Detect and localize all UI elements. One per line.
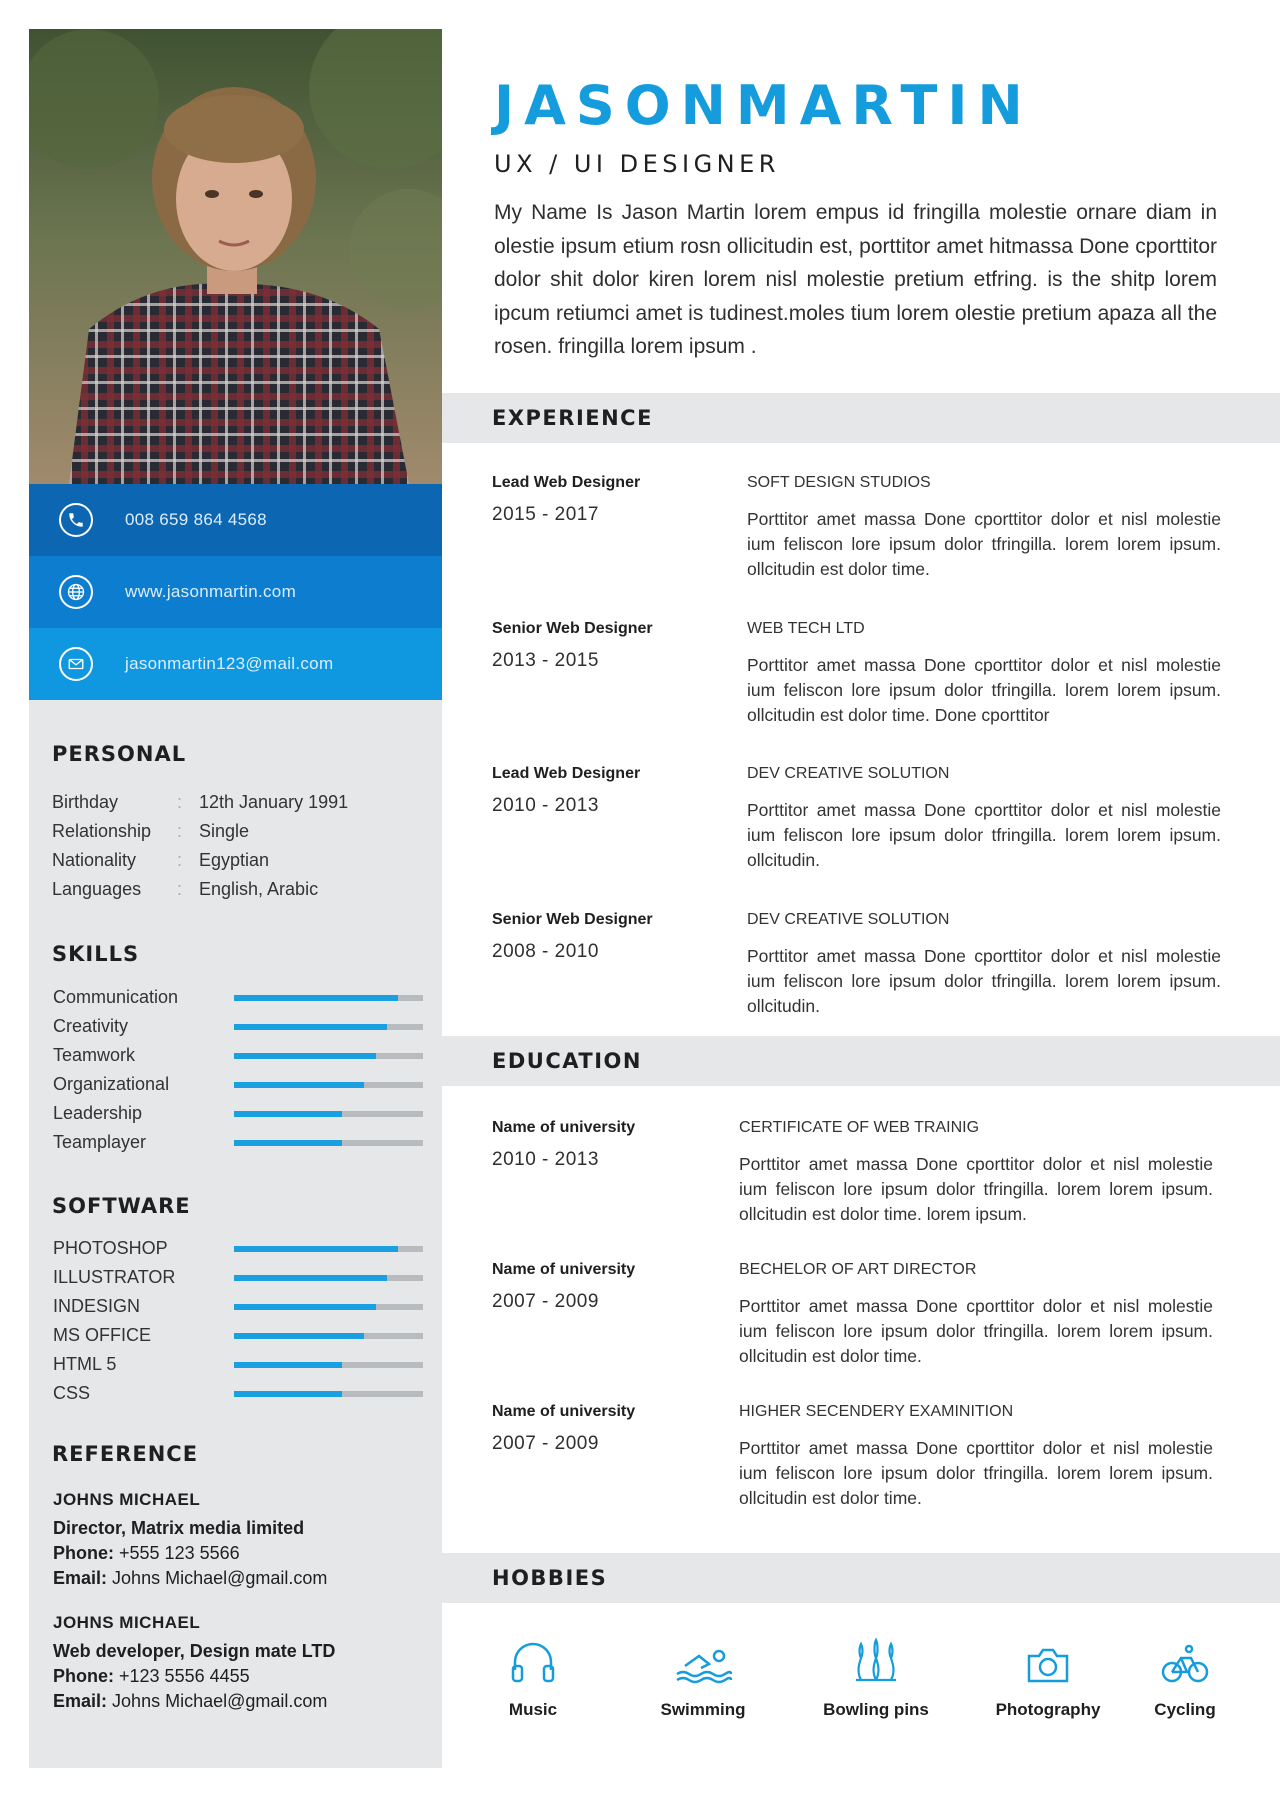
- school-name: Name of university: [492, 1119, 636, 1136]
- reference-email-line: [53, 1566, 433, 1591]
- job-title: Lead Web Designer: [492, 474, 641, 491]
- skill-row: [53, 1099, 423, 1128]
- study-years: 2007 - 2009: [492, 1291, 599, 1312]
- skills-list: [53, 983, 423, 1157]
- job-years: 2008 - 2010: [492, 941, 599, 962]
- skill-bar-fill: [234, 1140, 342, 1146]
- personal-label: Languages: [52, 879, 142, 899]
- skill-label: Communication: [53, 987, 179, 1007]
- skill-bar-track: [234, 1140, 423, 1146]
- camera-icon: [973, 1632, 1123, 1684]
- hobby-label: Swimming: [660, 1700, 746, 1719]
- experience-heading: EXPERIENCE: [492, 406, 653, 430]
- skill-bar-fill: [234, 1082, 364, 1088]
- software-bar-fill: [234, 1304, 376, 1310]
- contact-phone-row[interactable]: [29, 484, 442, 556]
- profile-photo: [29, 29, 442, 484]
- skill-label: Leadership: [53, 1103, 143, 1123]
- reference-phone: +123 5556 4455: [119, 1666, 250, 1686]
- software-label: CSS: [53, 1383, 91, 1403]
- contact-website-row[interactable]: [29, 556, 442, 628]
- hobby-label: Bowling pins: [823, 1700, 929, 1719]
- job-years: 2013 - 2015: [492, 650, 599, 671]
- reference-title: Director, Matrix media limited: [53, 1518, 305, 1538]
- personal-row: [52, 788, 422, 817]
- school-name: Name of university: [492, 1403, 636, 1420]
- separator: :: [177, 879, 183, 899]
- reference-email[interactable]: Johns Michael@gmail.com: [112, 1568, 328, 1588]
- software-row: [53, 1234, 423, 1263]
- portrait-illustration: [29, 29, 442, 484]
- software-bar-track: [234, 1391, 423, 1397]
- reference-card: [53, 1487, 433, 1591]
- reference-phone-line: [53, 1541, 433, 1566]
- skill-bar-fill: [234, 1024, 387, 1030]
- skill-row: [53, 983, 423, 1012]
- job-title: Senior Web Designer: [492, 911, 653, 928]
- personal-label: Relationship: [52, 821, 152, 841]
- separator: :: [177, 850, 183, 870]
- software-bar-fill: [234, 1275, 387, 1281]
- software-bar-fill: [234, 1246, 398, 1252]
- headphones-icon: [458, 1632, 608, 1684]
- personal-label: Nationality: [52, 850, 137, 870]
- skill-label: Organizational: [53, 1074, 170, 1094]
- hobbies-heading: HOBBIES: [492, 1566, 608, 1590]
- school-name: Name of university: [492, 1261, 636, 1278]
- contact-email: jasonmartin123@mail.com: [125, 654, 334, 673]
- education-entry: [492, 1261, 1222, 1371]
- degree-name: HIGHER SECENDERY EXAMINITION: [739, 1403, 1014, 1420]
- skill-bar-fill: [234, 1111, 342, 1117]
- skill-bar-track: [234, 1111, 423, 1117]
- skill-bar-track: [234, 1024, 423, 1030]
- software-row: [53, 1263, 423, 1292]
- phone-label: Phone:: [53, 1543, 114, 1563]
- job-description: Porttitor amet massa Done cporttitor dolor et nisl molestie ium feliscon lore ipsum dolor tfringilla. lorem lorem ipsum. ollcitudin est dolor time.: [747, 509, 1221, 579]
- sidebar: [29, 29, 442, 1768]
- experience-band: [442, 393, 1280, 443]
- reference-heading: REFERENCE: [52, 1442, 199, 1466]
- reference-phone: +555 123 5566: [119, 1543, 240, 1563]
- job-years: 2015 - 2017: [492, 504, 599, 525]
- phone-label: Phone:: [53, 1666, 114, 1686]
- software-label: PHOTOSHOP: [53, 1238, 168, 1258]
- phone-icon: [59, 503, 93, 537]
- contact-website: www.jasonmartin.com: [125, 582, 297, 601]
- company-name: SOFT DESIGN STUDIOS: [747, 474, 931, 491]
- education-description: Porttitor amet massa Done cporttitor dolor et nisl molestie ium feliscon lore ipsum dolor tfringilla. lorem lorem ipsum. ollcitudin est dolor time.: [739, 1438, 1213, 1508]
- skill-row: [53, 1041, 423, 1070]
- company-name: DEV CREATIVE SOLUTION: [747, 911, 950, 928]
- reference-name: JOHNS MICHAEL: [53, 1613, 201, 1632]
- hobby-item: [801, 1632, 951, 1720]
- reference-card: [53, 1610, 433, 1714]
- experience-entry: [492, 620, 1222, 730]
- software-bar-track: [234, 1304, 423, 1310]
- personal-row: [52, 875, 422, 904]
- hobby-item: [1110, 1632, 1260, 1720]
- skill-bar-track: [234, 1053, 423, 1059]
- candidate-name: JASONMARTIN: [494, 74, 1033, 137]
- education-entry: [492, 1403, 1222, 1513]
- software-bar-track: [234, 1333, 423, 1339]
- skill-bar-fill: [234, 1053, 376, 1059]
- degree-name: BECHELOR OF ART DIRECTOR: [739, 1261, 977, 1278]
- hobby-label: Photography: [995, 1700, 1101, 1719]
- skills-heading: SKILLS: [52, 942, 140, 966]
- candidate-role: UX / UI DESIGNER: [494, 150, 780, 178]
- software-label: MS OFFICE: [53, 1325, 151, 1345]
- hobby-item: [973, 1632, 1123, 1720]
- job-description: Porttitor amet massa Done cporttitor dolor et nisl molestie ium feliscon lore ipsum dolor tfringilla. lorem lorem ipsum. ollcitudin.: [747, 946, 1221, 1016]
- skill-bar-track: [234, 995, 423, 1001]
- hobbies-band: [442, 1553, 1280, 1603]
- personal-value: Single: [199, 821, 250, 841]
- experience-entry: [492, 911, 1222, 1021]
- contact-phone: 008 659 864 4568: [125, 510, 267, 529]
- reference-email-line: [53, 1689, 433, 1714]
- education-description: Porttitor amet massa Done cporttitor dolor et nisl molestie ium feliscon lore ipsum dolor tfringilla. lorem lorem ipsum. ollcitudin est dolor time.: [739, 1296, 1213, 1366]
- bowling-pins-icon: [801, 1632, 951, 1684]
- job-description: Porttitor amet massa Done cporttitor dolor et nisl molestie ium feliscon lore ipsum dolor tfringilla. lorem lorem ipsum. ollcitudin est dolor time. Done cporttitor: [747, 655, 1221, 725]
- separator: :: [177, 792, 183, 812]
- skill-row: [53, 1070, 423, 1099]
- software-bar-track: [234, 1362, 423, 1368]
- reference-phone-line: [53, 1664, 433, 1689]
- profile-summary: My Name Is Jason Martin lorem empus id fringilla molestie ornare diam in olestie ipsum etium rosn ollicitudin est, porttitor amet hitmassa Done cporttitor dolor shit dolor kiren lorem nisl molestie pretium etfring. is the shitp lorem ipcum retiumci amet is tudinest.moles tium lorem olestie pretium apaza all the rosen. fringilla lorem ipsum .: [494, 201, 1217, 358]
- skill-row: [53, 1012, 423, 1041]
- education-heading: EDUCATION: [492, 1049, 642, 1073]
- education-description: Porttitor amet massa Done cporttitor dolor et nisl molestie ium feliscon lore ipsum dolor tfringilla. lorem lorem ipsum. ollcitudin est dolor time. lorem ipsum.: [739, 1154, 1213, 1224]
- personal-heading: PERSONAL: [52, 742, 187, 766]
- skill-row: [53, 1128, 423, 1157]
- reference-name: JOHNS MICHAEL: [53, 1490, 201, 1509]
- job-description: Porttitor amet massa Done cporttitor dolor et nisl molestie ium feliscon lore ipsum dolor tfringilla. lorem lorem ipsum. ollcitudin.: [747, 800, 1221, 870]
- personal-value: 12th January 1991: [199, 792, 349, 812]
- personal-row: [52, 817, 422, 846]
- swimmer-icon: [628, 1632, 778, 1684]
- personal-list: [52, 788, 422, 904]
- software-list: [53, 1234, 423, 1408]
- company-name: DEV CREATIVE SOLUTION: [747, 765, 950, 782]
- software-heading: SOFTWARE: [52, 1194, 191, 1218]
- software-row: [53, 1321, 423, 1350]
- software-row: [53, 1350, 423, 1379]
- software-bar-track: [234, 1275, 423, 1281]
- skill-label: Teamplayer: [53, 1132, 147, 1152]
- hobby-label: Music: [508, 1700, 558, 1719]
- software-label: HTML 5: [53, 1354, 117, 1374]
- software-bar-fill: [234, 1362, 342, 1368]
- skill-label: Creativity: [53, 1016, 129, 1036]
- skill-label: Teamwork: [53, 1045, 136, 1065]
- skill-bar-fill: [234, 995, 398, 1001]
- hobby-item: [628, 1632, 778, 1720]
- email-label: Email:: [53, 1568, 108, 1588]
- envelope-icon: [59, 647, 93, 681]
- personal-label: Birthday: [52, 792, 119, 812]
- personal-row: [52, 846, 422, 875]
- experience-entry: [492, 765, 1222, 875]
- degree-name: CERTIFICATE OF WEB TRAINIG: [739, 1119, 980, 1136]
- software-row: [53, 1292, 423, 1321]
- bicycle-icon: [1110, 1632, 1260, 1684]
- software-label: ILLUSTRATOR: [53, 1267, 176, 1287]
- software-bar-track: [234, 1246, 423, 1252]
- contact-email-row[interactable]: [29, 628, 442, 700]
- reference-email[interactable]: Johns Michael@gmail.com: [112, 1691, 328, 1711]
- software-bar-fill: [234, 1391, 342, 1397]
- skill-bar-track: [234, 1082, 423, 1088]
- hobby-label: Cycling: [1154, 1700, 1216, 1719]
- company-name: WEB TECH LTD: [747, 620, 865, 637]
- personal-value: English, Arabic: [199, 879, 319, 899]
- education-band: [442, 1036, 1280, 1086]
- job-title: Lead Web Designer: [492, 765, 641, 782]
- experience-entry: [492, 474, 1222, 584]
- software-label: INDESIGN: [53, 1296, 141, 1316]
- job-years: 2010 - 2013: [492, 795, 599, 816]
- reference-title: Web developer, Design mate LTD: [53, 1641, 336, 1661]
- job-title: Senior Web Designer: [492, 620, 653, 637]
- separator: :: [177, 821, 183, 841]
- hobby-item: [458, 1632, 608, 1720]
- globe-icon: [59, 575, 93, 609]
- study-years: 2007 - 2009: [492, 1433, 599, 1454]
- education-entry: [492, 1119, 1222, 1229]
- software-row: [53, 1379, 423, 1408]
- study-years: 2010 - 2013: [492, 1149, 599, 1170]
- email-label: Email:: [53, 1691, 108, 1711]
- personal-value: Egyptian: [199, 850, 270, 870]
- software-bar-fill: [234, 1333, 364, 1339]
